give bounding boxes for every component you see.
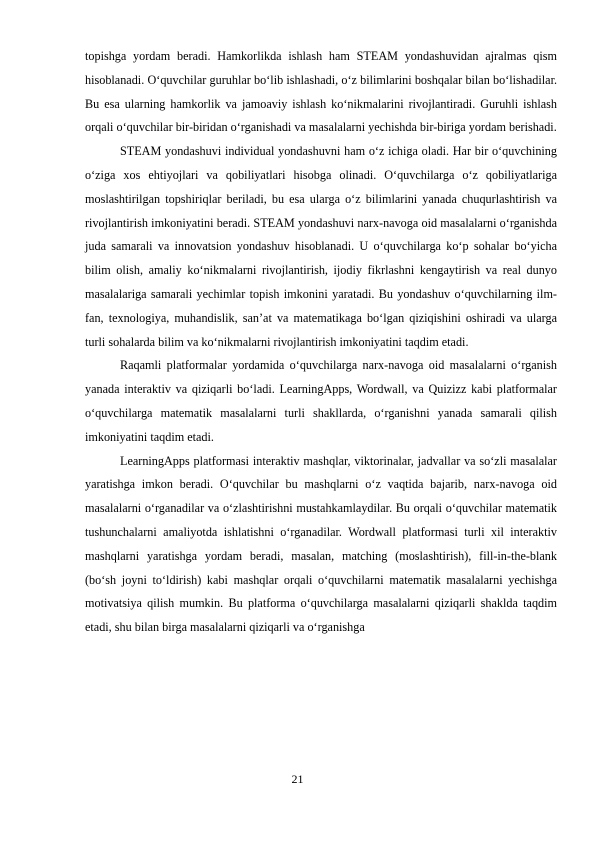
paragraph-4: LearningApps platformasi interaktiv mashqlar, viktorinalar, jadvallar va so‘zli masalalar yaratishga imkon beradi. O‘quvchilar bu mashqlarni o‘z vaqtida bajarib, narx-navoga oid masalalarni o‘rganadilar va o‘zlashtirishni mustahkamlaydilar. Bu orqali o‘quvchilar matematik tushunchalarni amaliyotda ishlatishni o‘rganadilar. Wordwall platformasi turli xil interaktiv mashqlarni yaratishga yordam beradi, masalan, matching (moslashtirish), fill-in-the-blank (bo‘sh joyni to‘ldirish) kabi mashqlar orqali o‘quvchilarni matematik masalalarni yechishga motivatsiya qilish mumkin. Bu platforma o‘quvchilarga masalalarni qiziqarli shaklda taqdim etadi, shu bilan birga masalalarni qiziqarli va o‘rganishga bbox=[85, 453, 557, 635]
paragraph-2: STEAM yondashuvi individual yondashuvni ham o‘z ichiga oladi. Har bir o‘quvchining o‘ziga xos ehtiyojlari va qobiliyatlari hisobga olinadi. O‘quvchilarga o‘z qobiliyatlariga moslashtirilgan topshiriqlar beriladi, bu esa ularga o‘z bilimlarini yanada chuqurlashtirish va rivojlantirish imkoniyatini beradi. STEAM yondashuvi narx-navoga oid masalalarni o‘rganishda juda samarali va innovatsion yondashuv hisoblanadi. U o‘quvchilarga ko‘p sohalar bo‘yicha bilim olish, amaliy ko‘nikmalarni rivojlantirish, ijodiy fikrlashni kengaytirish va real dunyo masalalariga samarali yechimlar topish imkonini yaratadi. Bu yondashuv o‘quvchilarning ilm-fan, texnologiya, muhandislik, san’at va matematikaga bo‘lgan qiziqishini oshiradi va ularga turli sohalarda bilim va ko‘nikmalarni rivojlantirish imkoniyatini taqdim etadi. bbox=[85, 144, 557, 349]
document-body bbox=[85, 45, 557, 640]
paragraph-3: Raqamli platformalar yordamida o‘quvchilarga narx-navoga oid masalalarni o‘rganish yanada interaktiv va qiziqarli bo‘ladi. LearningApps, Wordwall, va Quizizz kabi platformalar o‘quvchilarga matematik masalalarni turli shakllarda, o‘rganishni yanada samarali qilish imkoniyatini taqdim etadi. bbox=[85, 358, 557, 444]
paragraph-1: topishga yordam beradi. Hamkorlikda ishlash ham STEAM yondashuvidan ajralmas qism hisoblanadi. O‘quvchilar guruhlar bo‘lib ishlashadi, o‘z bilimlarini boshqalar bilan bo‘lishadilar. Bu esa ularning hamkorlik va jamoaviy ishlash ko‘nikmalarini rivojlantiradi. Guruhli ishlash orqali o‘quvchilar bir-biridan o‘rganishadi va masalalarni yechishda bir-biriga yordam berishadi. bbox=[85, 49, 557, 135]
page-number: 21 bbox=[291, 772, 304, 786]
